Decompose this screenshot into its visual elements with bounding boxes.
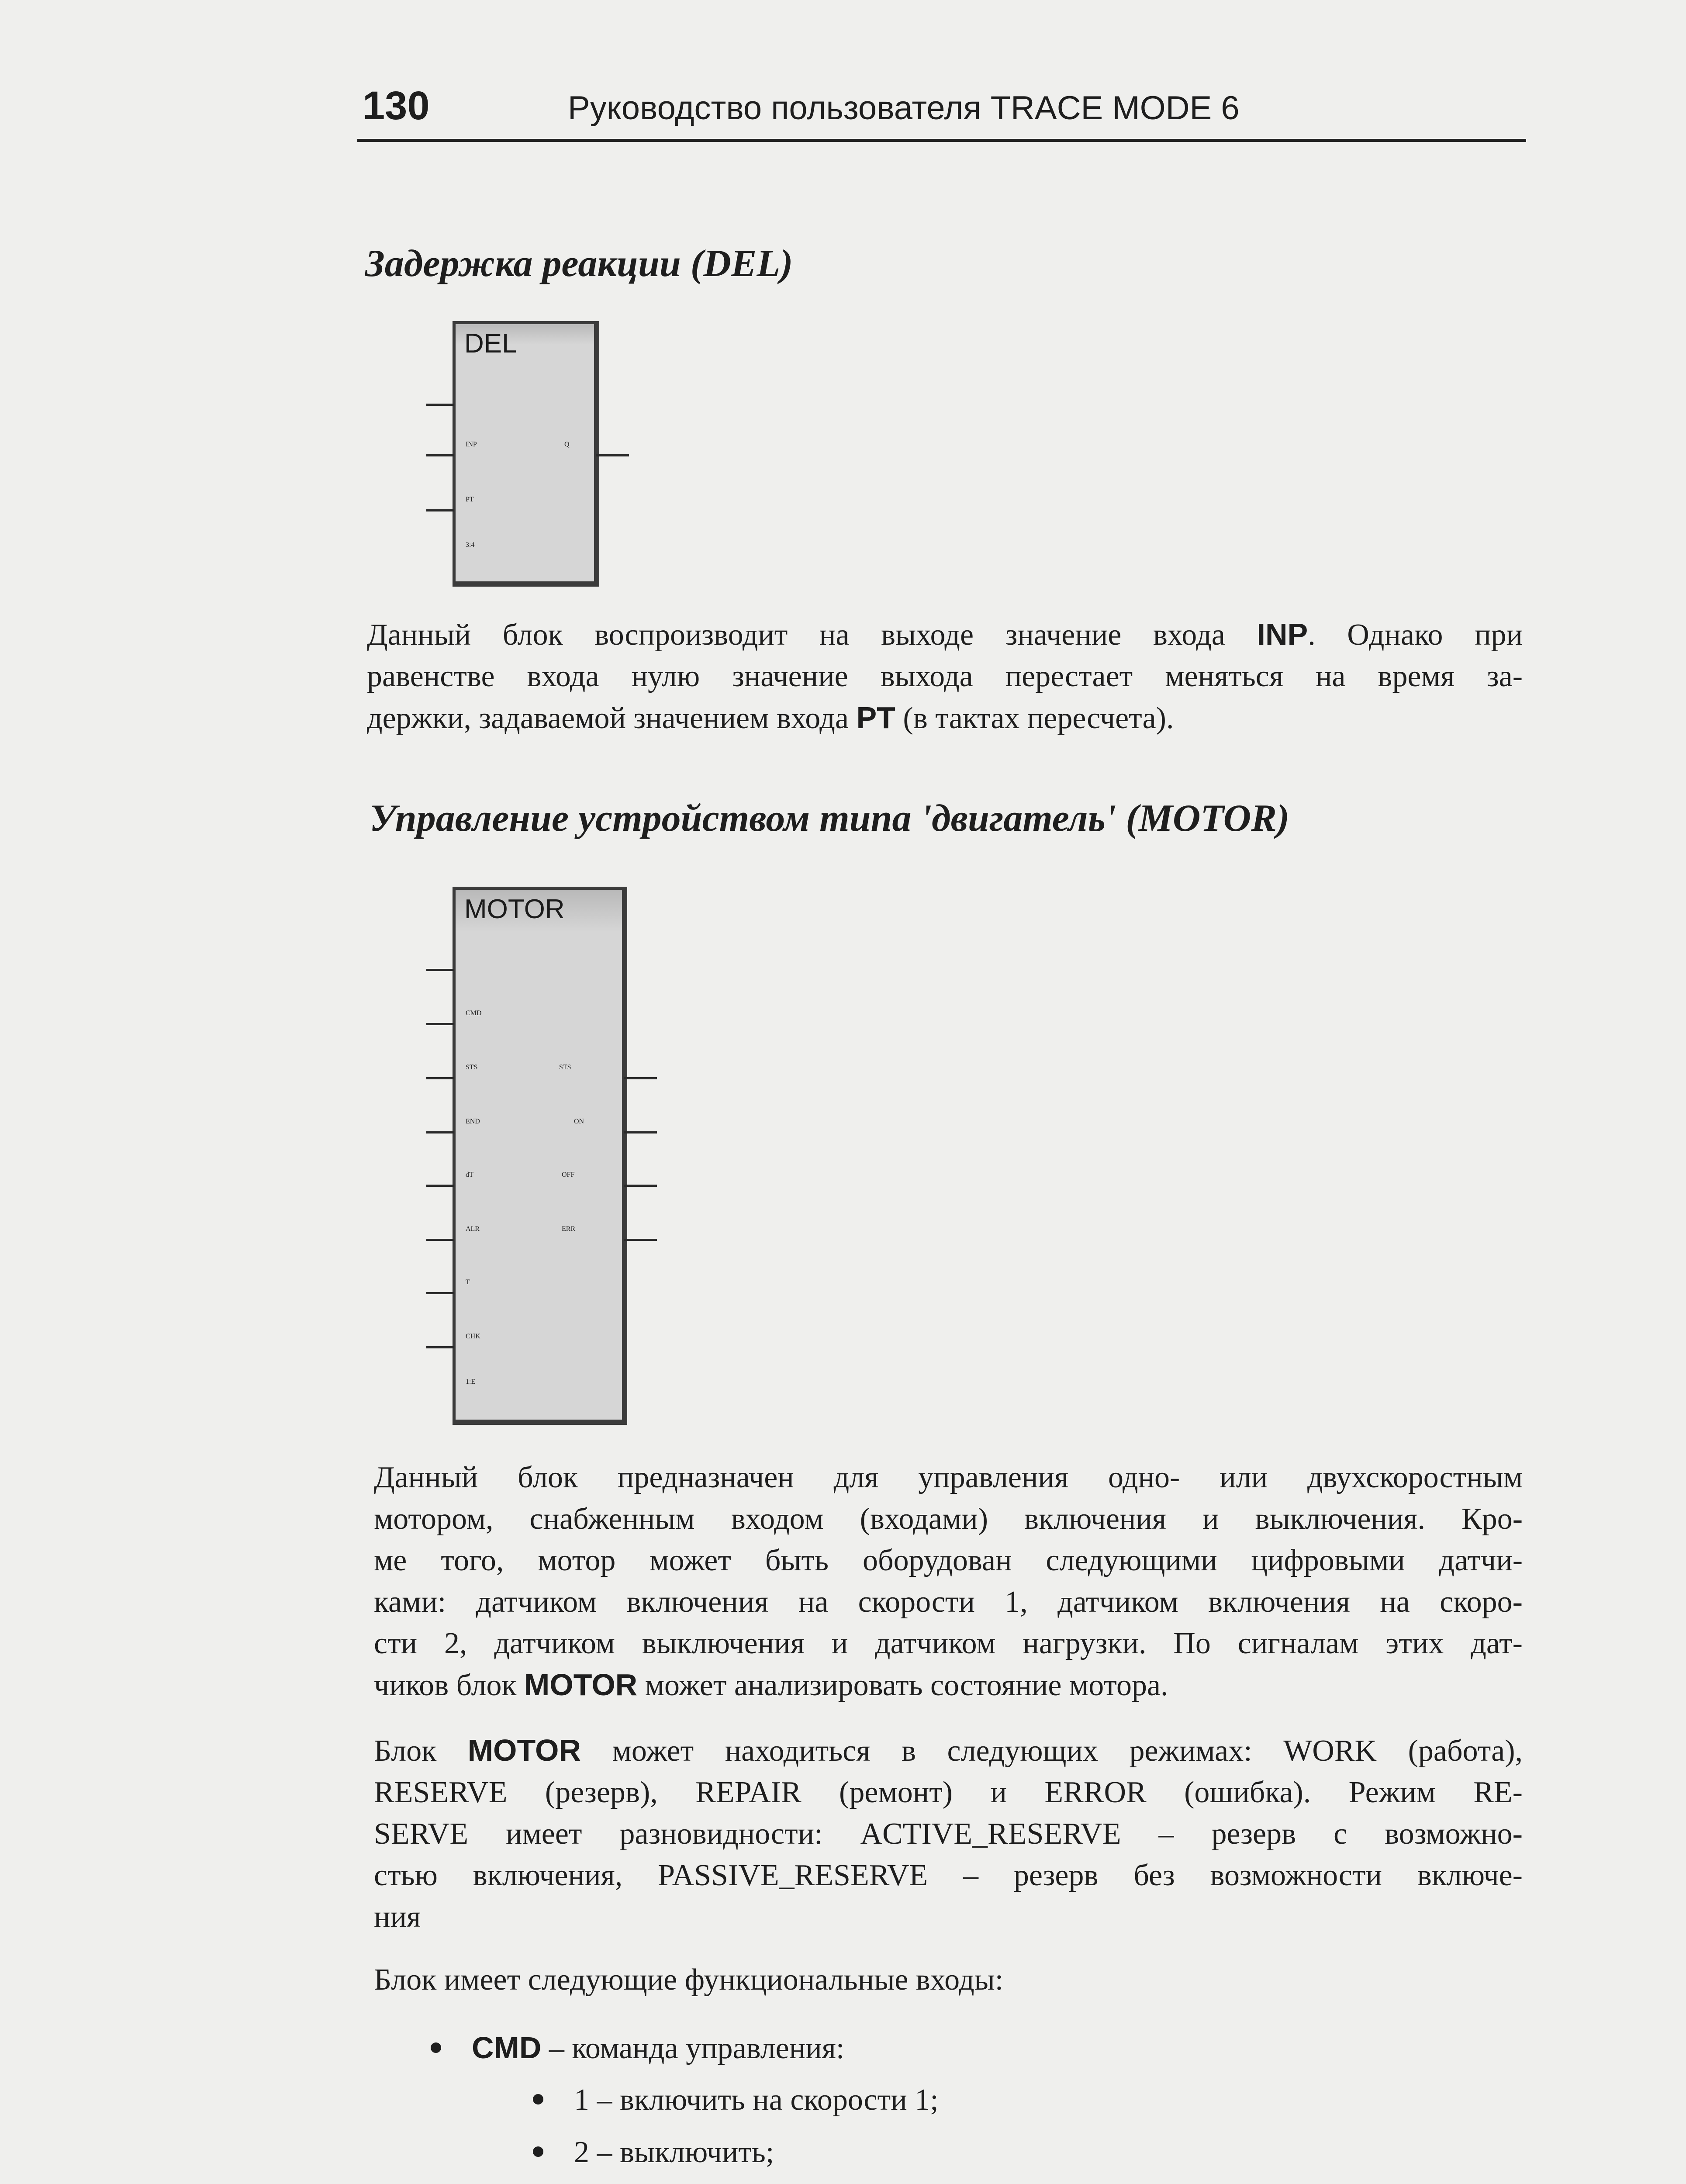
section-heading-motor: Управление устройством типа 'двигатель' (MOTOR) [370, 797, 1290, 840]
motor-output-wire-off [624, 1185, 657, 1187]
inputs-intro: Блок имеет следующие функциональные входы: [374, 1963, 1004, 1997]
del-line-1: Данный блок воспроизводит на выходе значение входа INP. Однако при [367, 617, 1523, 652]
del-input-wire-empty [426, 404, 454, 406]
del-input-wire-pt [426, 509, 454, 511]
del-block-name: DEL [464, 328, 517, 359]
del-description [367, 614, 1523, 739]
motor-input-wire-end [426, 1131, 454, 1133]
motor-p2-line-5: ния [374, 1900, 421, 1934]
motor-function-block [453, 887, 627, 1425]
bullet-dot-icon [533, 2094, 543, 2105]
motor-output-wire-err [624, 1239, 657, 1241]
bullet-dot-icon [533, 2146, 543, 2157]
list-item-cmd: CMD – команда управления: [431, 2032, 844, 2064]
motor-p2-line-1: Блок MOTOR может находиться в следующих режимах: WORK (работа), [374, 1733, 1523, 1768]
motor-block-name: MOTOR [464, 894, 565, 924]
pt-term: PT [856, 701, 895, 735]
motor-pin-off: OFF [562, 1171, 575, 1178]
running-title: Руководство пользователя TRACE MODE 6 [568, 90, 1240, 127]
del-pin-pt: PT [466, 496, 474, 503]
header-rule [357, 139, 1526, 142]
motor-p1-line-3: ме того, мотор может быть оборудован следующими цифровыми датчи- [374, 1544, 1523, 1577]
motor-pin-end: END [466, 1118, 480, 1125]
motor-pin-sts-out: STS [559, 1064, 571, 1071]
motor-term-2: MOTOR [467, 1733, 581, 1767]
del-pin-inp: INP [466, 441, 477, 448]
del-line-2: равенстве входа нулю значение выхода перестает меняться на время за- [367, 660, 1523, 693]
motor-pin-dt: dT [466, 1171, 473, 1178]
motor-input-wire-sts [426, 1077, 454, 1079]
del-output-wire-q [596, 454, 629, 456]
motor-pin-cmd: CMD [466, 1009, 482, 1017]
del-line-3: держки, задаваемой значением входа PT (в тактах пересчета). [367, 701, 1174, 735]
motor-output-wire-on [624, 1131, 657, 1133]
motor-description [374, 1457, 1523, 1706]
sublist-item-2: 2 – выключить; [533, 2137, 774, 2168]
motor-input-wire-cmd [426, 1023, 454, 1025]
motor-input-wire-empty-1 [426, 969, 454, 971]
section-heading-del: Задержка реакции (DEL) [365, 242, 793, 285]
motor-block-index: 1:E [466, 1378, 476, 1386]
inp-term: INP [1257, 617, 1308, 651]
motor-pin-t: T [466, 1279, 470, 1286]
motor-p1-line-2: мотором, снабженным входом (входами) включения и выключения. Кро- [374, 1502, 1523, 1536]
del-block-index: 3:4 [466, 541, 475, 549]
motor-pin-sts-in: STS [466, 1064, 478, 1071]
motor-pin-chk: CHK [466, 1333, 480, 1340]
del-input-wire-inp [426, 454, 454, 456]
motor-output-wire-sts [624, 1077, 657, 1079]
motor-p1-line-5: сти 2, датчиком выключения и датчиком нагрузки. По сигналам этих дат- [374, 1627, 1523, 1660]
motor-input-wire-t [426, 1292, 454, 1294]
motor-p1-line-4: ками: датчиком включения на скорости 1, датчиком включения на скоро- [374, 1585, 1523, 1619]
motor-p1-line-6: чиков блок MOTOR может анализировать состояние мотора. [374, 1668, 1168, 1702]
motor-modes [374, 1730, 1523, 1938]
sublist-item-1: 1 – включить на скорости 1; [533, 2085, 939, 2115]
page-number: 130 [363, 83, 430, 128]
motor-input-wire-chk [426, 1346, 454, 1348]
motor-pin-on: ON [574, 1118, 584, 1125]
motor-pin-alr: ALR [466, 1225, 480, 1233]
motor-p2-line-3: SERVE имеет разновидности: ACTIVE_RESERVE – резерв с возможно- [374, 1817, 1523, 1851]
cmd-term: CMD [472, 2031, 542, 2065]
motor-p2-line-2: RESERVE (резерв), REPAIR (ремонт) и ERROR (ошибка). Режим RE- [374, 1776, 1523, 1809]
motor-input-wire-alr [426, 1239, 454, 1241]
motor-term: MOTOR [524, 1668, 638, 1702]
motor-p2-line-4: стью включения, PASSIVE_RESERVE – резерв без возможности включе- [374, 1859, 1523, 1892]
motor-input-wire-dt [426, 1185, 454, 1187]
motor-p1-line-1: Данный блок предназначен для управления одно- или двухскоростным [374, 1461, 1523, 1494]
del-pin-q: Q [564, 441, 570, 448]
motor-pin-err: ERR [562, 1225, 576, 1233]
bullet-dot-icon [431, 2042, 441, 2053]
